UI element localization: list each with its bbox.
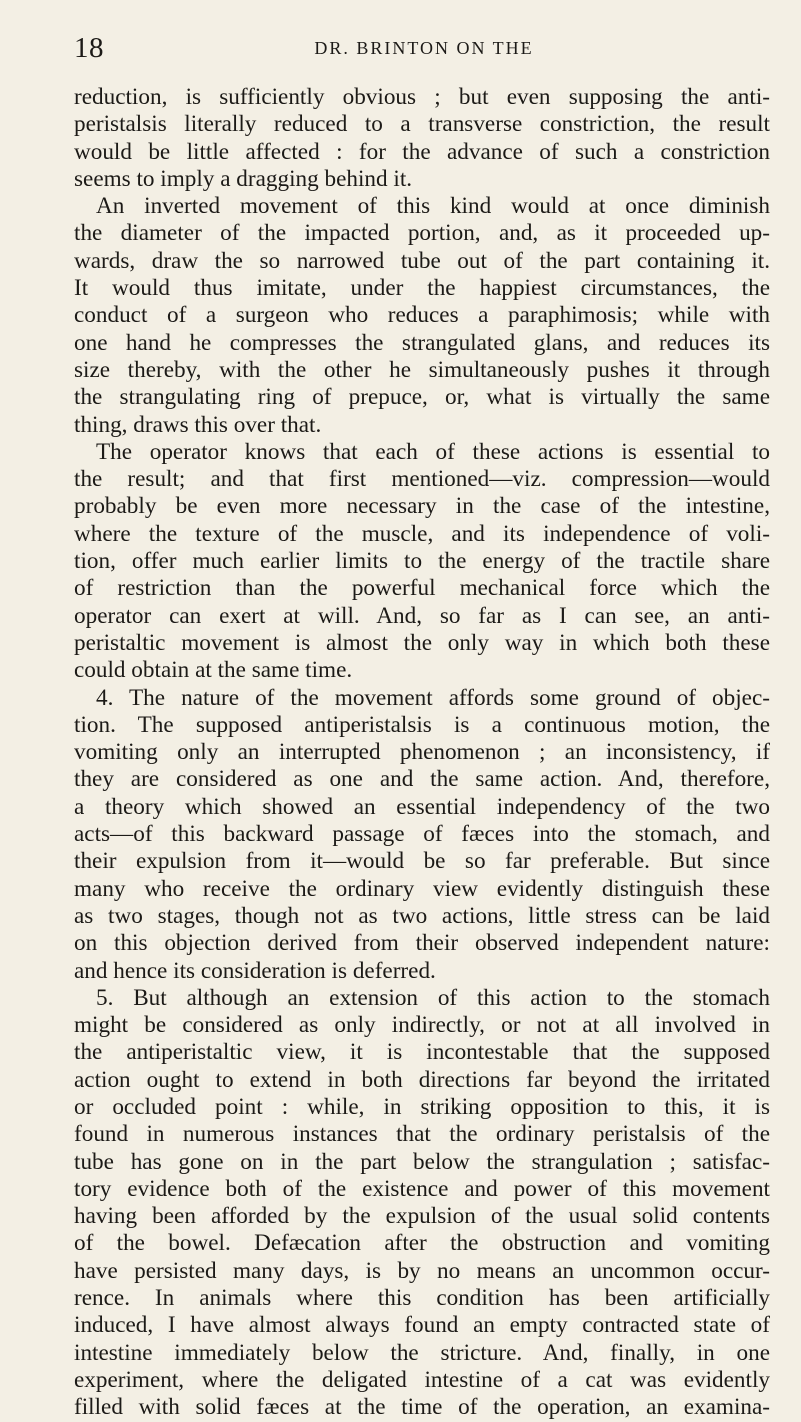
text-line: vomiting only an interrupted phenomenon ; an inconsistency, if xyxy=(74,739,770,766)
text-line: the antiperistaltic view, it is incontestable that the supposed xyxy=(74,1039,770,1066)
text-line: The operator knows that each of these actions is essential to xyxy=(96,438,770,465)
text-line: many who receive the ordinary view evidently distinguish these xyxy=(74,875,770,902)
page-number: 18 xyxy=(74,32,104,64)
text-line: might be considered as only indirectly, or not at all involved in xyxy=(74,1012,770,1039)
body-text xyxy=(74,84,770,1422)
text-line: filled with solid fæces at the time of the operation, an examina- xyxy=(74,1394,770,1421)
text-line: having been afforded by the expulsion of the usual solid contents xyxy=(74,1203,770,1230)
text-line: could obtain at the same time. xyxy=(74,657,353,684)
text-line: wards, draw the so narrowed tube out of the part containing it. xyxy=(74,247,770,274)
text-line: tory evidence both of the existence and power of this movement xyxy=(74,1175,770,1202)
text-line: size thereby, with the other he simultaneously pushes it through xyxy=(74,356,770,383)
text-line: have persisted many days, is by no means an uncommon occur- xyxy=(74,1257,770,1284)
text-line: peristalsis literally reduced to a transverse constriction, the result xyxy=(74,111,770,138)
text-line: the result; and that first mentioned—viz. compression—would xyxy=(74,466,770,493)
text-line: reduction, is sufficiently obvious ; but even supposing the anti- xyxy=(74,84,770,110)
running-head xyxy=(74,28,774,68)
text-line: they are considered as one and the same action. And, therefore, xyxy=(74,766,770,793)
text-line: acts—of this backward passage of fæces into the stomach, and xyxy=(74,821,770,848)
text-line: probably be even more necessary in the case of the intestine, xyxy=(74,493,770,520)
text-line: 4. The nature of the movement affords some ground of objec- xyxy=(96,684,770,711)
text-line: seems to imply a dragging behind it. xyxy=(74,165,413,192)
text-line: intestine immediately below the stricture. And, finally, in one xyxy=(74,1339,770,1366)
text-line: or occluded point : while, in striking opposition to this, it is xyxy=(74,1093,770,1120)
text-line: of the bowel. Defæcation after the obstruction and vomiting xyxy=(74,1230,770,1257)
text-line: peristaltic movement is almost the only way in which both these xyxy=(74,629,770,656)
text-line: tion. The supposed antiperistalsis is a continuous motion, the xyxy=(74,711,770,738)
text-line: experiment, where the deligated intestine of a cat was evidently xyxy=(74,1366,770,1393)
text-line: conduct of a surgeon who reduces a paraphimosis; while with xyxy=(74,302,770,329)
text-line: operator can exert at will. And, so far as I can see, an anti- xyxy=(74,602,770,629)
text-line: found in numerous instances that the ordinary peristalsis of the xyxy=(74,1121,770,1148)
text-line: It would thus imitate, under the happiest circumstances, the xyxy=(74,275,770,302)
text-line: thing, draws this over that. xyxy=(74,411,322,438)
text-line: a theory which showed an essential independency of the two xyxy=(74,793,770,820)
text-line: where the texture of the muscle, and its independence of voli- xyxy=(74,520,770,547)
text-line: and hence its consideration is deferred. xyxy=(74,957,436,984)
text-line: would be little affected : for the advance of such a constriction xyxy=(74,138,770,165)
text-line: one hand he compresses the strangulated glans, and reduces its xyxy=(74,329,770,356)
text-line: induced, I have almost always found an empty contracted state of xyxy=(74,1312,770,1339)
text-line: on this objection derived from their observed independent nature: xyxy=(74,930,770,957)
text-line: as two stages, though not as two actions, little stress can be laid xyxy=(74,902,770,929)
text-line: their expulsion from it—would be so far preferable. But since xyxy=(74,848,770,875)
text-line: tube has gone on in the part below the strangulation ; satisfac- xyxy=(74,1148,770,1175)
text-line: rence. In animals where this condition has been artificially xyxy=(74,1285,770,1312)
text-line: the diameter of the impacted portion, and, as it proceeded up- xyxy=(74,220,770,247)
text-line: the strangulating ring of prepuce, or, what is virtually the same xyxy=(74,384,770,411)
text-line: An inverted movement of this kind would at once diminish xyxy=(96,193,770,220)
text-line: 5. But although an extension of this action to the stomach xyxy=(96,984,770,1011)
text-line: of restriction than the powerful mechanical force which the xyxy=(74,575,770,602)
running-head-title: DR. BRINTON ON THE xyxy=(314,38,534,58)
text-line: action ought to extend in both directions far beyond the irritated xyxy=(74,1066,770,1093)
text-line: tion, offer much earlier limits to the energy of the tractile share xyxy=(74,548,770,575)
